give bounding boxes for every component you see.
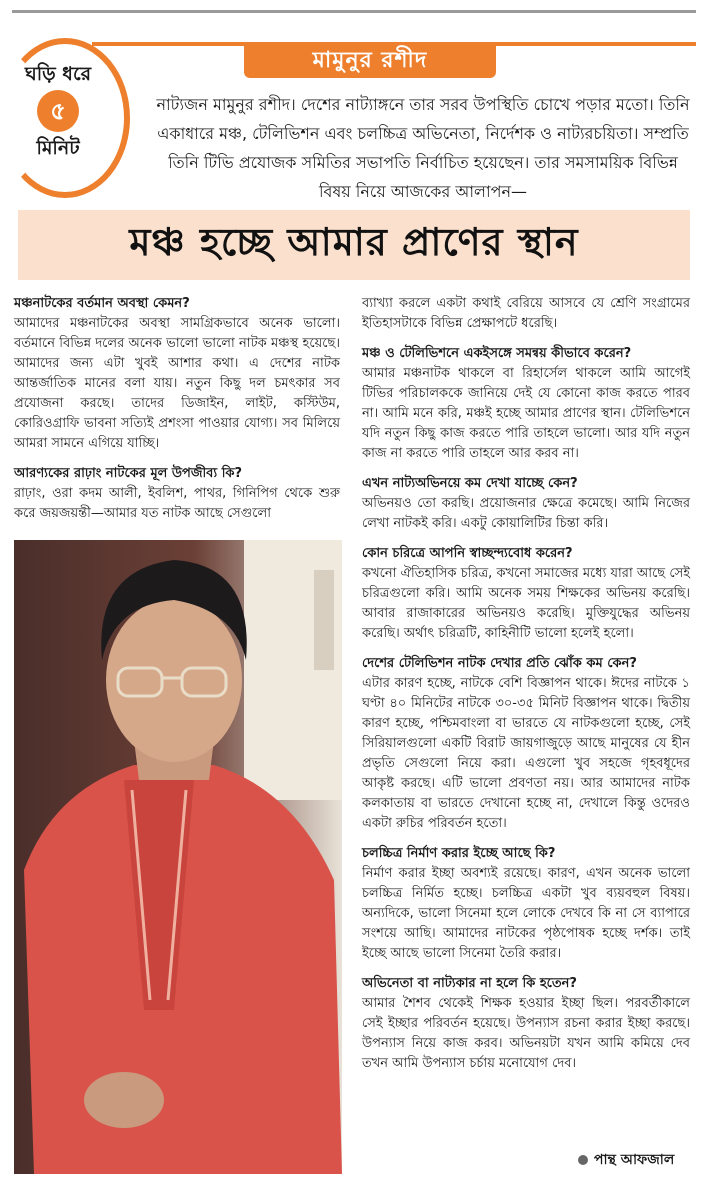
answer: আমাদের মঞ্চনাটকের অবস্থা সামগ্রিকভাবে অনেক ভালো। বর্তমানে বিভিন্ন দলের অনেক ভালো ভালো নাটক মঞ্চস্থ হয়েছে। আমাদের জন্য এটা খুবই আশার কথা। এ দেশের নাটক আন্তর্জাতিক মানের বলা যায়। নতুন কিছু দল চমৎকার সব প্রযোজনা করছে। তাদের ডিজাইন, লাইট, কস্টিউম, কোরিওগ্রাফি ভাবনা সত্যিই প্রশংসা পাওয়ার যোগ্য। সব মিলিয়ে আমরা সামনে এগিয়ে যাচ্ছি। <box>14 316 340 451</box>
answer: নির্মাণ করার ইচ্ছা অবশ্যই রয়েছে। কারণ, এখন অনেক ভালো চলচ্চিত্র নির্মিত হচ্ছে। চলচ্চিত্র একটা খুব ব্যয়বহুল বিষয়। অন্যদিকে, ভালো সিনেমা হলে লোকে দেখবে কি না সে ব্যাপারে সংশয়ে আছি। আমাদের নাটকের পৃষ্ঠপোষক হচ্ছে দর্শক। তাই ইচ্ছে আছে ভালো সিনেমা তৈরি করার। <box>362 866 690 961</box>
question: এখন নাট্যঅভিনয়ে কম দেখা যাচ্ছে কেন? <box>362 476 578 491</box>
headline: মঞ্চ হচ্ছে আমার প্রাণের স্থান <box>129 220 579 264</box>
answer: কখনো ঐতিহাসিক চরিত্র, কখনো সমাজের মধ্যে যারা আছে সেই চরিত্রগুলো করি। আমি অনেক সময় শিক্ষকের অভিনয় করেছি। আবার রাজাকারের অভিনয়ও করেছি। মুক্তিযুদ্ধের অভিনয় করেছি। অর্থাৎ চরিত্রটি, কাহিনীটি ভালো হলেই হলো। <box>362 566 690 641</box>
question: কোন চরিত্রে আপনি স্বাচ্ছন্দ্যবোধ করেন? <box>362 546 573 561</box>
question: মঞ্চনাটকের বর্তমান অবস্থা কেমন? <box>14 296 190 311</box>
clock-badge-number: ৫ <box>37 90 79 132</box>
photo-credit-text: পান্থ আফজাল <box>594 1152 675 1168</box>
headline-band <box>18 210 690 280</box>
portrait-illustration <box>14 540 342 1174</box>
question: মঞ্চ ও টেলিভিশনে একইসঙ্গে সমন্বয় কীভাবে করেন? <box>362 346 632 361</box>
portrait-photo <box>14 540 342 1174</box>
answer: আমার শৈশব থেকেই শিক্ষক হওয়ার ইচ্ছা ছিল। পরবর্তীকালে সেই ইচ্ছার পরিবর্তন হয়েছে। উপন্যাস রচনা করার ইচ্ছা করছে। উপন্যাস নিয়ে কাজ করব। অভিনয়টা যখন আমি কমিয়ে দেব তখন আমি উপন্যাস চর্চায় মনোযোগ দেব। <box>362 996 690 1071</box>
top-rule <box>12 10 696 13</box>
question: অভিনেতা বা নাট্যকার না হলে কি হতেন? <box>362 976 577 991</box>
clock-badge <box>10 62 106 160</box>
photo-credit <box>578 1148 674 1172</box>
clock-badge-line2: মিনিট <box>36 137 80 159</box>
answer: অভিনয়ও তো করছি। প্রয়োজনার ক্ষেত্রে কমেছে। আমি নিজের লেখা নাটকই করি। একটু কোয়ালিটির চিন্তা করি। <box>362 496 690 531</box>
answer: আমার মঞ্চনাটক থাকলে বা রিহার্সেল থাকলে আমি আগেই টিভির পরিচালককে জানিয়ে দেই যে কোনো কাজ করতে পারব না। আমি মনে করি, মঞ্চই হচ্ছে আমার প্রাণের স্থান। টেলিভিশনে যদি নতুন কিছু কাজ করতে পারি তাহলে ভালো। আর যদি নতুন কাজ না করতে পারি তাহলে আর করব না। <box>362 366 690 461</box>
right-column <box>362 294 690 1084</box>
answer: ব্যাখ্যা করলে একটা কথাই বেরিয়ে আসবে যে শ্রেণি সংগ্রামের ইতিহাসটাকে বিভিন্ন প্রেক্ষাপটে ধরেছি। <box>362 296 690 331</box>
clock-badge-line1: ঘড়ি ধরে <box>24 63 92 85</box>
name-banner: মামুনুর রশীদ <box>244 44 496 78</box>
question: চলচ্চিত্র নির্মাণ করার ইচ্ছে আছে কি? <box>362 846 556 861</box>
bullet-icon <box>578 1155 588 1165</box>
question: আরণ্যকের রাঢ়াং নাটকের মূল উপজীব্য কি? <box>14 466 243 481</box>
question: দেশের টেলিভিশন নাটক দেখার প্রতি ঝোঁক কম কেন? <box>362 656 637 671</box>
intro-paragraph: নাট্যজন মামুনুর রশীদ। দেশের নাট্যাঙ্গনে তার সরব উপস্থিতি চোখে পড়ার মতো। তিনি একাধারে মঞ্চ, টেলিভিশন এবং চলচ্চিত্র অভিনেতা, নির্দেশক ও নাট্যরচয়িতা। সম্প্রতি তিনি টিভি প্রযোজক সমিতির সভাপতি নির্বাচিত হয়েছেন। তার সমসাময়িক বিভিন্ন বিষয় নিয়ে আজকের আলাপন— <box>156 95 690 201</box>
left-column <box>14 294 340 534</box>
answer: এটার কারণ হচ্ছে, নাটকে বেশি বিজ্ঞাপন থাকে। ঈদের নাটকে ১ ঘণ্টা ৪০ মিনিটের নাটকে ৩০-৩৫ মিনিট বিজ্ঞাপন থাকে। দ্বিতীয় কারণ হচ্ছে, পশ্চিমবাংলা বা ভারতে যে নাটকগুলো হচ্ছে, সেই সিরিয়ালগুলো একটি বিরাট জায়গাজুড়ে আছে মানুষের যে হীন প্রভৃতি সেগুলো নিয়ে করা। এগুলো খুব সহজে গৃহবধূদের আকৃষ্ট করছে। এটি ভালো প্রবণতা নয়। আর আমাদের নাটক কলকাতায় বা ভারতে দেখানো হচ্ছে না, দেখালে কিন্তু ওদেরও একটা রুচির পরিবর্তন হতো। <box>362 676 690 831</box>
answer: রাঢ়াং, ওরা কদম আলী, ইবলিশ, পাথর, গিনিপিগ থেকে শুরু করে জয়জয়ন্তী—আমার যত নাটক আছে সেগুলো <box>14 486 340 521</box>
